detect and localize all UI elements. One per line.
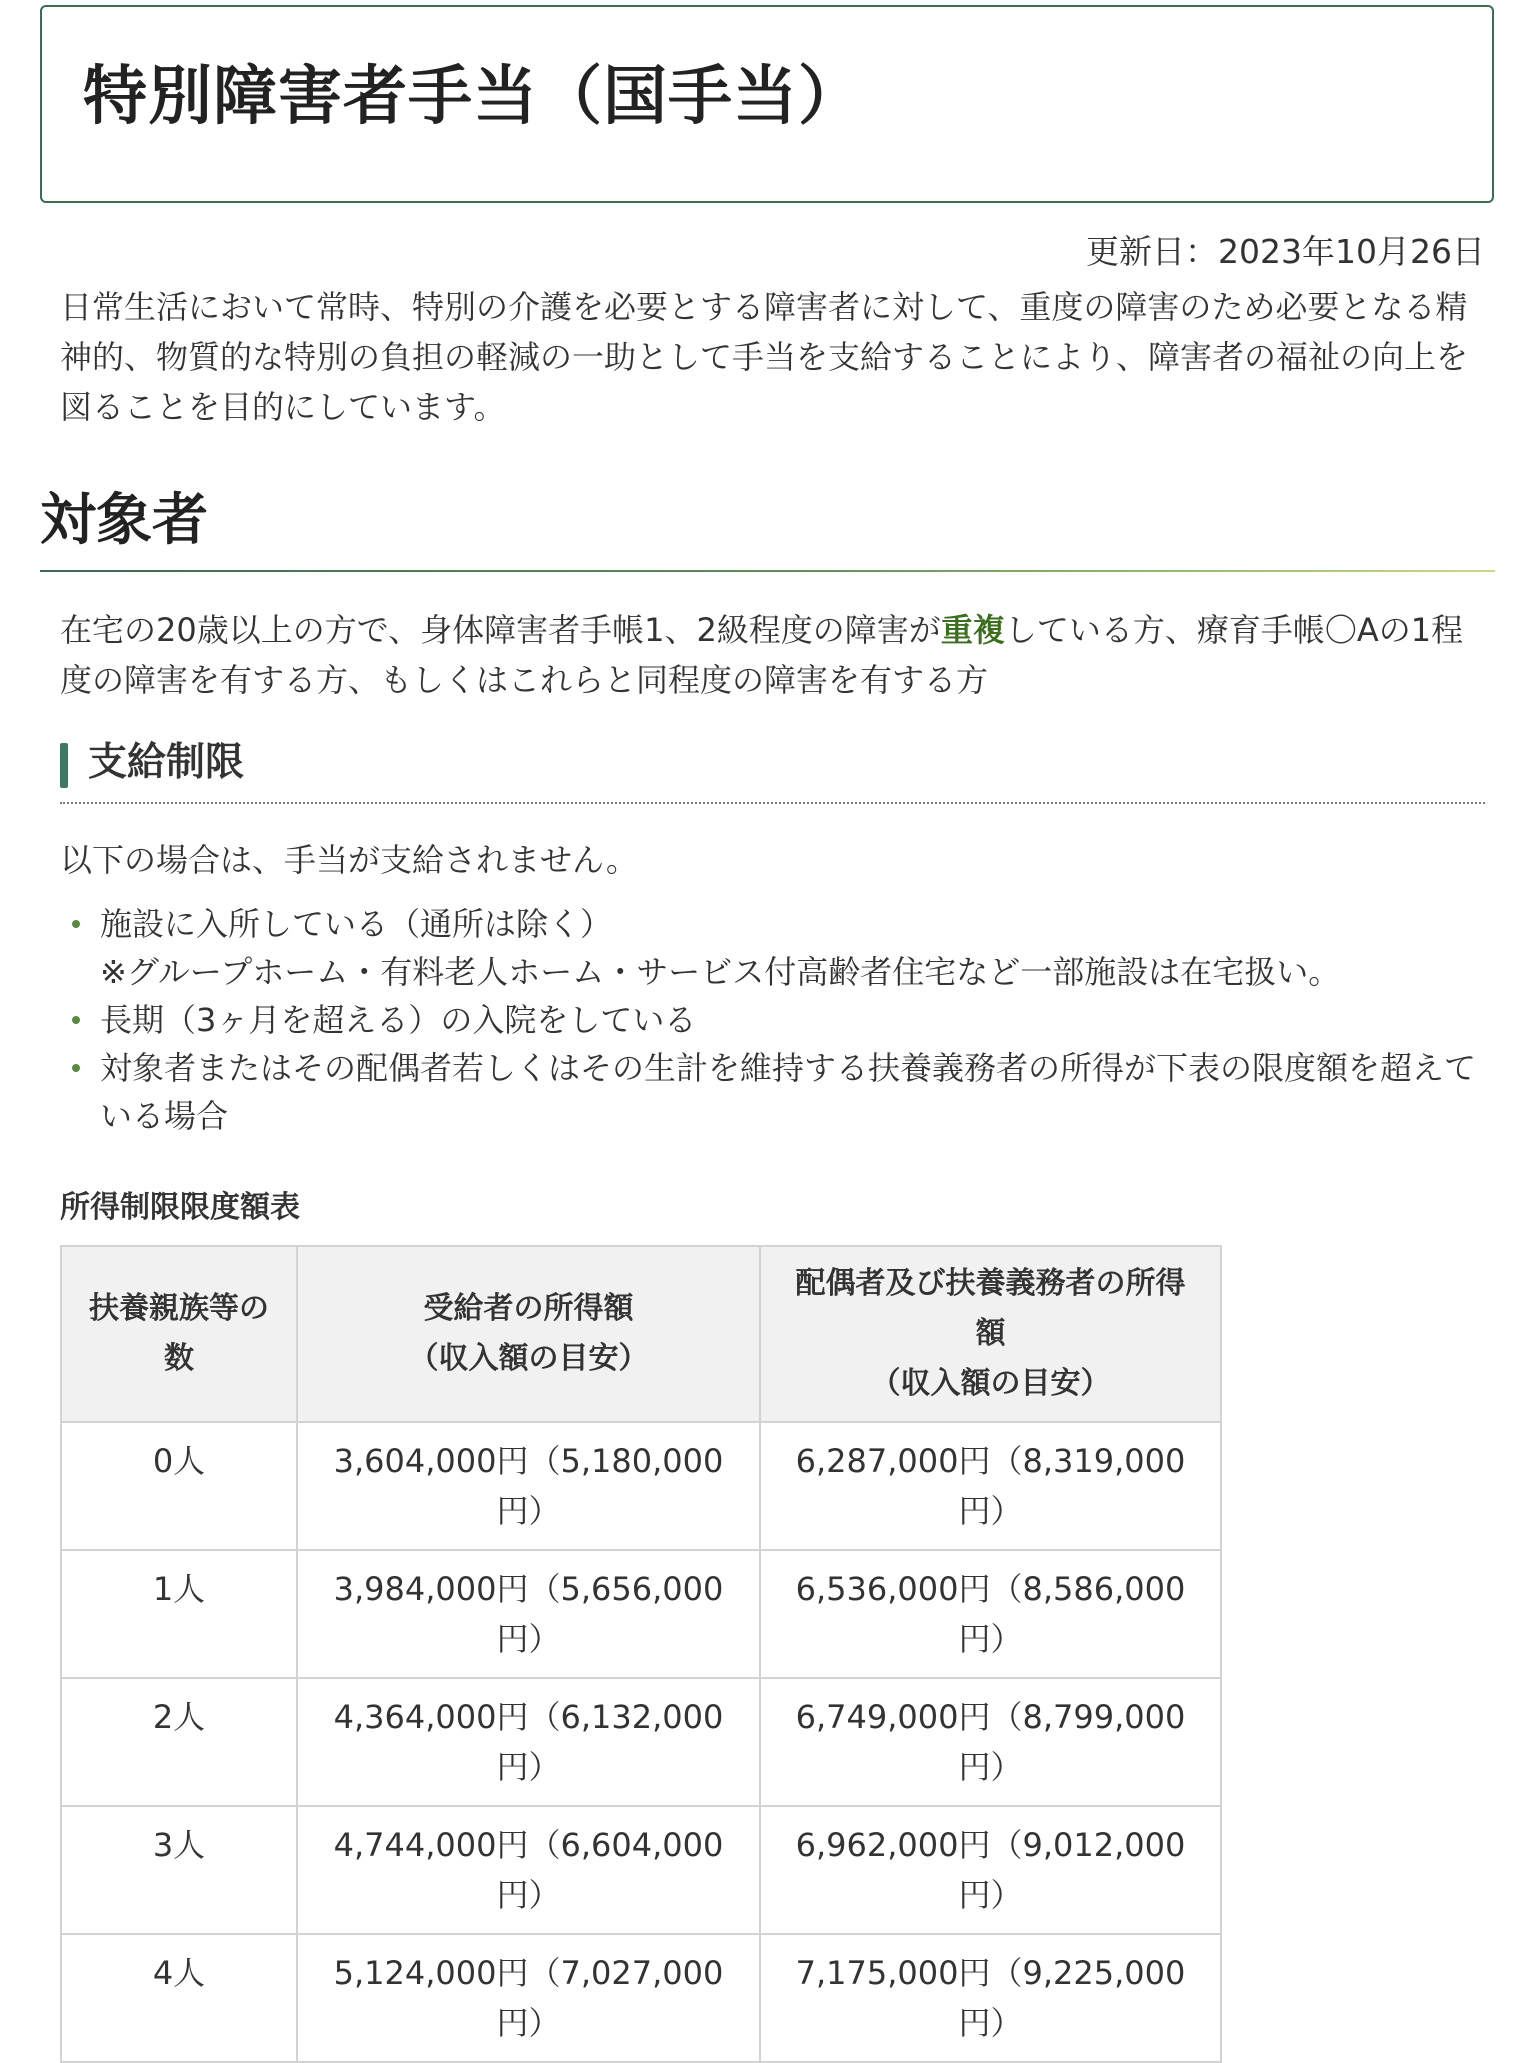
bullet-icon bbox=[72, 1016, 80, 1024]
bullet-icon bbox=[72, 920, 80, 928]
target-text-after: している方、療育手帳〇Aの1程度の障害を有する方、もしくはこれらと同程度の障害を有する方 bbox=[60, 611, 1464, 699]
subheading-restriction: 支給制限 bbox=[88, 740, 245, 785]
target-paragraph bbox=[60, 605, 1484, 705]
cell-dependents: 1人 bbox=[61, 1550, 297, 1678]
header-recipient-income: 受給者の所得額 （収入額の目安） bbox=[297, 1246, 760, 1422]
subheading-divider bbox=[60, 802, 1485, 804]
cell-dependents: 2人 bbox=[61, 1678, 297, 1806]
list-item-text: 長期（3ヶ月を超える）の入院をしている bbox=[100, 1001, 697, 1039]
header-spouse-income: 配偶者及び扶養義務者の所得額 （収入額の目安） bbox=[760, 1246, 1221, 1422]
cell-recipient-income: 3,604,000円（5,180,000円） bbox=[297, 1422, 760, 1550]
cell-recipient-income: 4,364,000円（6,132,000円） bbox=[297, 1678, 760, 1806]
page-title-box bbox=[40, 5, 1494, 203]
list-item bbox=[60, 996, 1490, 1044]
cell-dependents: 3人 bbox=[61, 1806, 297, 1934]
cell-dependents: 4人 bbox=[61, 1934, 297, 2062]
table-caption: 所得制限限度額表 bbox=[60, 1190, 300, 1225]
list-item-text: 施設に入所している（通所は除く） bbox=[100, 905, 613, 943]
cell-spouse-income: 7,175,000円（9,225,000円） bbox=[760, 1934, 1221, 2062]
glossary-link-duplicate[interactable]: 重複 bbox=[940, 611, 1005, 649]
cell-spouse-income: 6,962,000円（9,012,000円） bbox=[760, 1806, 1221, 1934]
cell-recipient-income: 5,124,000円（7,027,000円） bbox=[297, 1934, 760, 2062]
restriction-lead: 以下の場合は、手当が支給されません。 bbox=[60, 841, 638, 879]
cell-dependents: 0人 bbox=[61, 1422, 297, 1550]
section-heading-target: 対象者 bbox=[40, 488, 208, 553]
cell-spouse-income: 6,749,000円（8,799,000円） bbox=[760, 1678, 1221, 1806]
table-row bbox=[61, 1422, 1221, 1550]
table-row bbox=[61, 1678, 1221, 1806]
cell-spouse-income: 6,287,000円（8,319,000円） bbox=[760, 1422, 1221, 1550]
table-row bbox=[61, 1934, 1221, 2062]
list-item bbox=[60, 900, 1490, 996]
income-limit-table bbox=[60, 1245, 1222, 2063]
intro-paragraph: 日常生活において常時、特別の介護を必要とする障害者に対して、重度の障害のため必要となる精神的、物質的な特別の負担の軽減の一助として手当を支給することにより、障害者の福祉の向上を図ることを目的にしています。 bbox=[60, 288, 1469, 426]
cell-recipient-income: 3,984,000円（5,656,000円） bbox=[297, 1550, 760, 1678]
table-row bbox=[61, 1550, 1221, 1678]
subheading-bar bbox=[60, 743, 68, 788]
bullet-icon bbox=[72, 1064, 80, 1072]
cell-spouse-income: 6,536,000円（8,586,000円） bbox=[760, 1550, 1221, 1678]
header-dependents: 扶養親族等の数 bbox=[61, 1246, 297, 1422]
cell-recipient-income: 4,744,000円（6,604,000円） bbox=[297, 1806, 760, 1934]
section-heading-underline bbox=[40, 570, 1495, 572]
restriction-list bbox=[60, 900, 1490, 1140]
list-item bbox=[60, 1044, 1490, 1140]
target-text-before: 在宅の20歳以上の方で、身体障害者手帳1、2級程度の障害が bbox=[60, 611, 941, 649]
table-header-row bbox=[61, 1246, 1221, 1422]
page-title: 特別障害者手当（国手当） bbox=[83, 60, 863, 134]
list-item-note: ※グループホーム・有料老人ホーム・サービス付高齢者住宅など一部施設は在宅扱い。 bbox=[100, 953, 1341, 991]
table-row bbox=[61, 1806, 1221, 1934]
updated-date: 更新日：2023年10月26日 bbox=[1086, 232, 1485, 271]
list-item-text: 対象者またはその配偶者若しくはその生計を維持する扶養義務者の所得が下表の限度額を超えている場合 bbox=[100, 1049, 1477, 1135]
